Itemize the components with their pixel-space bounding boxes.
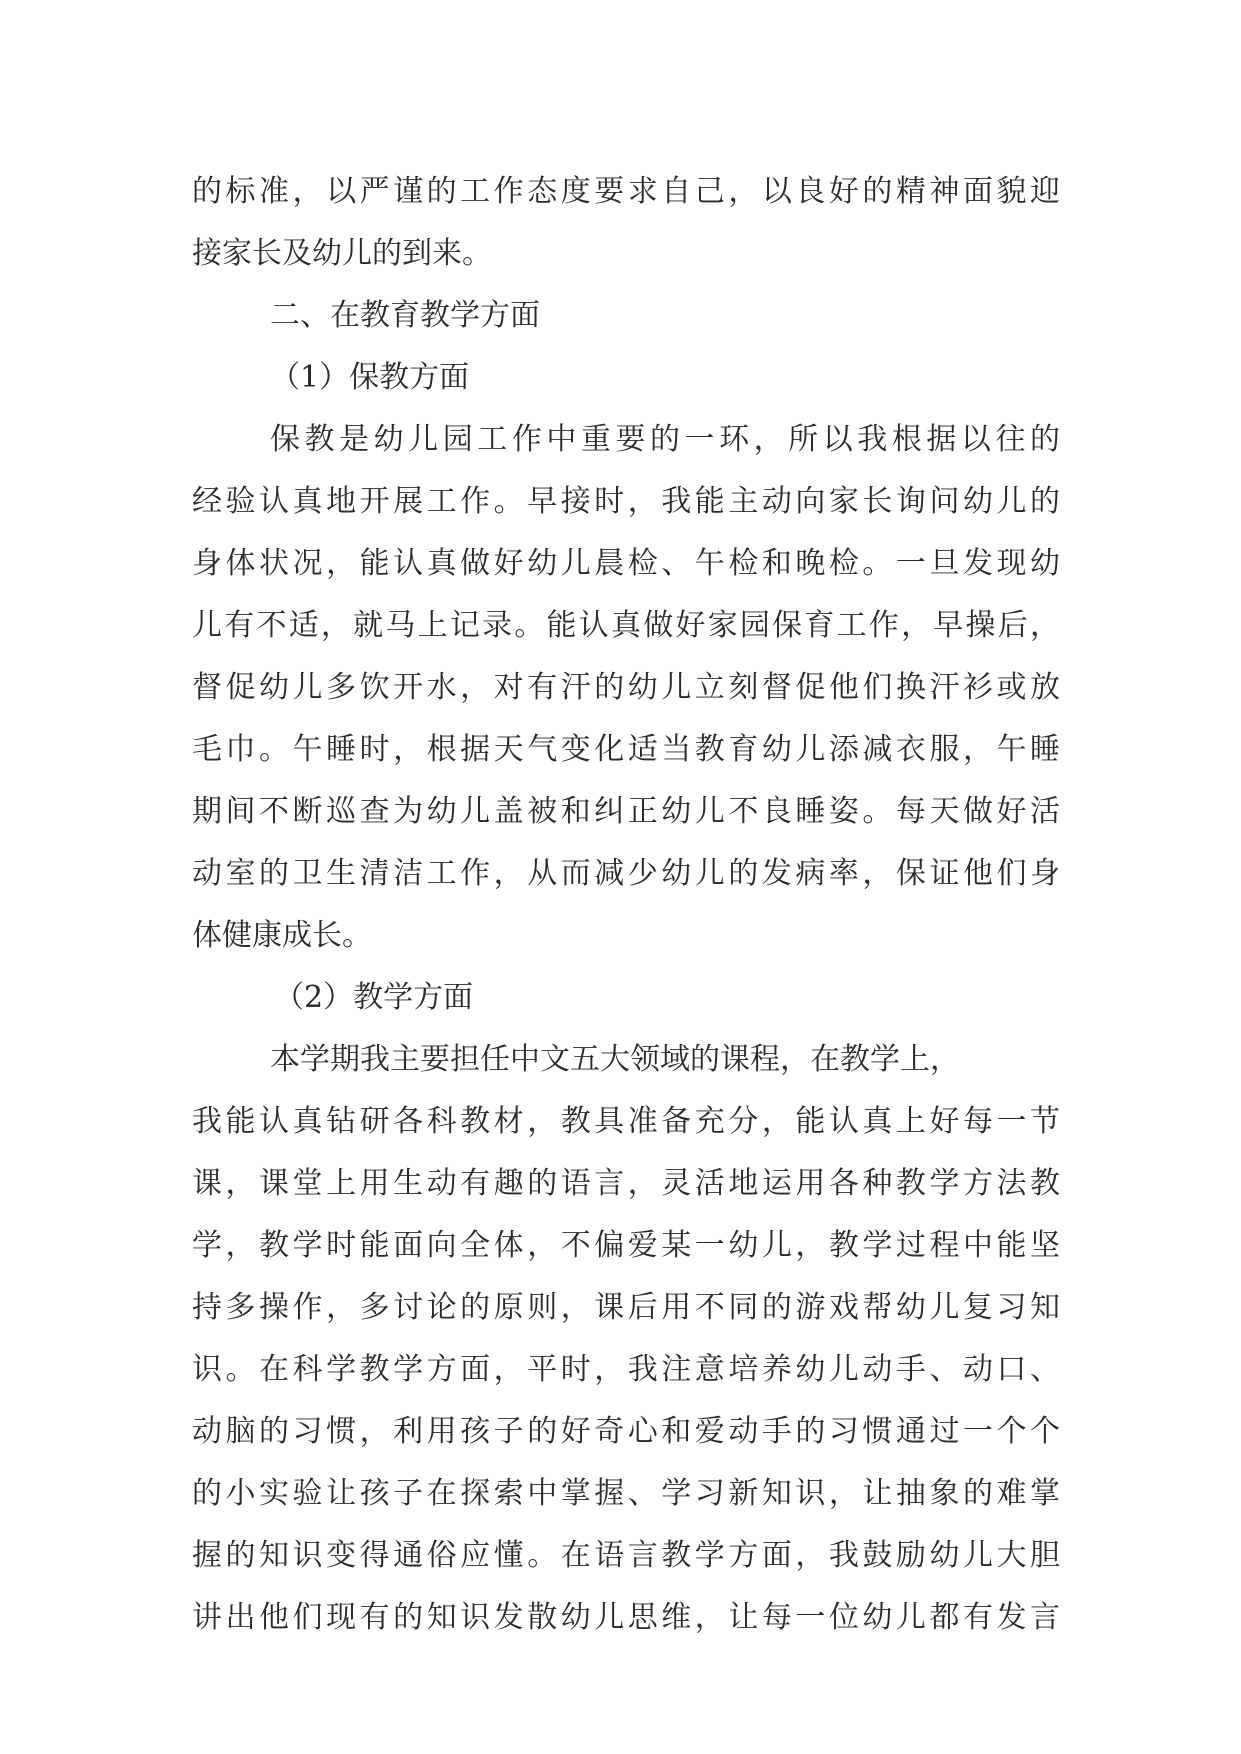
paragraph-care xyxy=(192,409,1060,967)
text-line: 保教是幼儿园工作中重要的一环，所以我根据以往的 xyxy=(270,422,1060,457)
text-line: 学，教学时能面向全体，不偏爱某一幼儿，教学过程中能坚 xyxy=(192,1228,1060,1263)
text-line: 的标准，以严谨的工作态度要求自己，以良好的精神面貌迎 xyxy=(192,174,1060,209)
text-line: 督促幼儿多饮开水，对有汗的幼儿立刻督促他们换汗衫或放 xyxy=(192,670,1060,705)
subsection-heading-care: （1）保教方面 xyxy=(270,360,470,395)
text-line: 体健康成长。 xyxy=(192,918,372,953)
text-line: 动室的卫生清洁工作，从而减少幼儿的发病率，保证他们身 xyxy=(192,856,1060,891)
text-line: 身体状况，能认真做好幼儿晨检、午检和晚检。一旦发现幼 xyxy=(192,546,1060,581)
text-line: 儿有不适，就马上记录。能认真做好家园保育工作，早操后， xyxy=(192,608,1060,643)
text-line: 动脑的习惯，利用孩子的好奇心和爱动手的习惯通过一个个 xyxy=(192,1414,1060,1449)
document-body xyxy=(192,161,1060,1649)
text-line: 课，课堂上用生动有趣的语言，灵活地运用各种教学方法教 xyxy=(192,1166,1060,1201)
text-line: 经验认真地开展工作。早接时，我能主动向家长询问幼儿的 xyxy=(192,484,1060,519)
text-line: 期间不断巡查为幼儿盖被和纠正幼儿不良睡姿。每天做好活 xyxy=(192,794,1060,829)
paragraph-teaching xyxy=(192,1029,1060,1649)
subsection-heading-teaching: （2）教学方面 xyxy=(274,980,474,1015)
section-heading-education: 二、在教育教学方面 xyxy=(270,298,540,333)
text-line: 我能认真钻研各科教材，教具准备充分，能认真上好每一节 xyxy=(192,1104,1060,1139)
text-line: 握的知识变得通俗应懂。在语言教学方面，我鼓励幼儿大胆 xyxy=(192,1538,1060,1573)
paragraph-intro xyxy=(192,161,1060,285)
text-line: 的小实验让孩子在探索中掌握、学习新知识，让抽象的难掌 xyxy=(192,1476,1060,1511)
text-line: 识。在科学教学方面，平时，我注意培养幼儿动手、动口、 xyxy=(192,1352,1060,1387)
text-line: 毛巾。午睡时，根据天气变化适当教育幼儿添减衣服，午睡 xyxy=(192,732,1060,767)
text-line: 接家长及幼儿的到来。 xyxy=(192,236,492,271)
text-line: 本学期我主要担任中文五大领域的课程，在教学上， xyxy=(270,1042,960,1077)
text-line: 持多操作，多讨论的原则，课后用不同的游戏帮幼儿复习知 xyxy=(192,1290,1060,1325)
text-line: 讲出他们现有的知识发散幼儿思维，让每一位幼儿都有发言 xyxy=(192,1600,1060,1635)
